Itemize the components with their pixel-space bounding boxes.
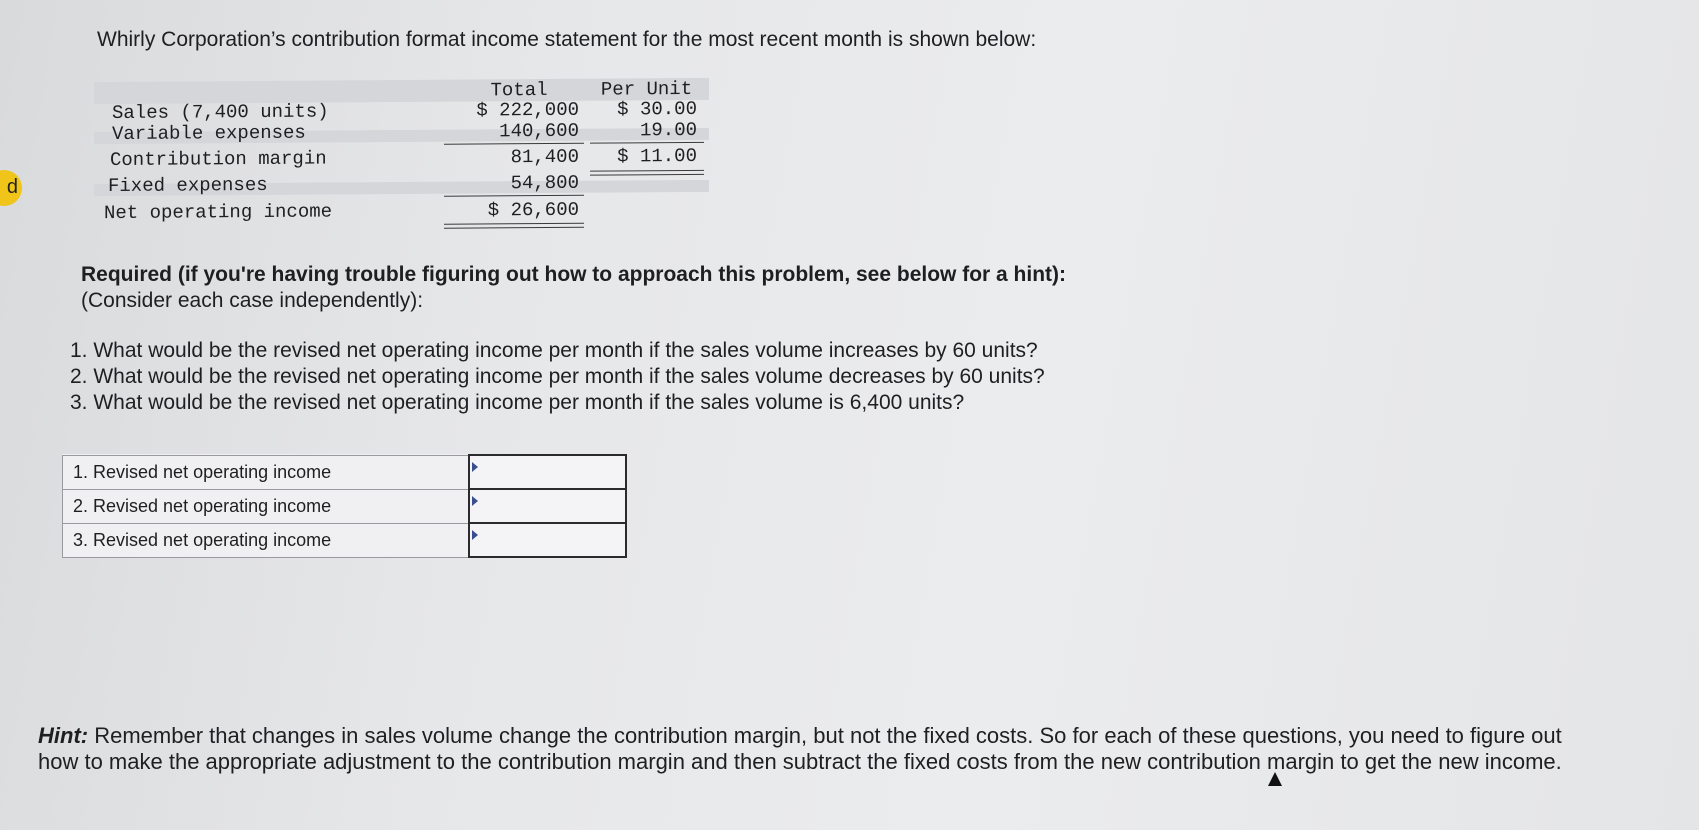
answer-label: 3. Revised net operating income (63, 523, 470, 557)
question-item: 1. What would be the revised net operating income per month if the sales volume increases by 60 units? (70, 339, 1038, 362)
row-total-contribution-margin: 81,400 (510, 145, 579, 169)
caret-right-icon (472, 462, 478, 472)
required-subtext: (Consider each case independently): (81, 289, 424, 312)
subtotal-rule (444, 143, 584, 145)
row-per-unit-contribution-margin: $ 11.00 (617, 144, 697, 168)
answer-table (62, 454, 627, 558)
row-total-fixed-expenses: 54,800 (510, 171, 579, 195)
required-instructions (81, 262, 1066, 314)
row-per-unit-sales: $ 30.00 (617, 97, 697, 121)
answer-row (63, 455, 627, 489)
question-item: 3. What would be the revised net operating income per month if the sales volume is 6,400 units? (70, 391, 965, 414)
row-label-fixed-expenses: Fixed expenses (108, 173, 268, 198)
row-total-net-operating-income: $ 26,600 (487, 198, 579, 222)
row-total-variable-expenses: 140,600 (499, 119, 579, 143)
header-per-unit: Per Unit (600, 77, 693, 101)
hint-text (38, 723, 1598, 775)
answer-label: 2. Revised net operating income (63, 489, 470, 523)
row-label-sales: Sales (7,400 units) (112, 100, 329, 125)
row-per-unit-variable-expenses: 19.00 (639, 118, 697, 142)
required-heading: Required (if you're having trouble figuring out how to approach this problem, see below for a hint): (81, 263, 1067, 286)
answer-cell (469, 523, 626, 557)
answer-cell (469, 455, 626, 489)
hint-body: Remember that changes in sales volume change the contribution margin, but not the fixed costs. So for each of these questions, you need to figure out how to make the appropriate adjustment to the contribution margin and then subtract the fixed costs from the new contribution margin to get the new income. (38, 723, 1562, 774)
caret-right-icon (472, 530, 478, 540)
answer-cell (469, 489, 626, 523)
header-total: Total (490, 78, 548, 102)
total-double-rule (444, 223, 584, 229)
answer-input-2[interactable] (470, 491, 625, 521)
row-label-net-operating-income: Net operating income (104, 200, 333, 225)
caret-right-icon (472, 496, 478, 506)
answer-row (63, 489, 627, 523)
answer-label: 1. Revised net operating income (63, 455, 470, 489)
row-label-variable-expenses: Variable expenses (112, 121, 306, 146)
row-total-sales: $ 222,000 (476, 98, 579, 122)
answer-row (63, 523, 627, 557)
hint-label: Hint: (38, 723, 89, 748)
answer-input-3[interactable] (470, 525, 625, 555)
subtotal-rule (590, 142, 704, 144)
question-item: 2. What would be the revised net operating income per month if the sales volume decreases by 60 units? (70, 365, 1045, 388)
total-double-rule (590, 170, 704, 176)
subtotal-rule (444, 195, 584, 197)
row-label-contribution-margin: Contribution margin (110, 147, 327, 172)
answer-input-1[interactable] (470, 457, 625, 487)
question-list (70, 338, 1045, 416)
problem-intro: Whirly Corporation’s contribution format income statement for the most recent month is shown below: (97, 28, 1037, 51)
edge-badge: d (0, 170, 22, 206)
mouse-cursor-icon (1268, 772, 1282, 786)
income-statement (94, 78, 709, 237)
